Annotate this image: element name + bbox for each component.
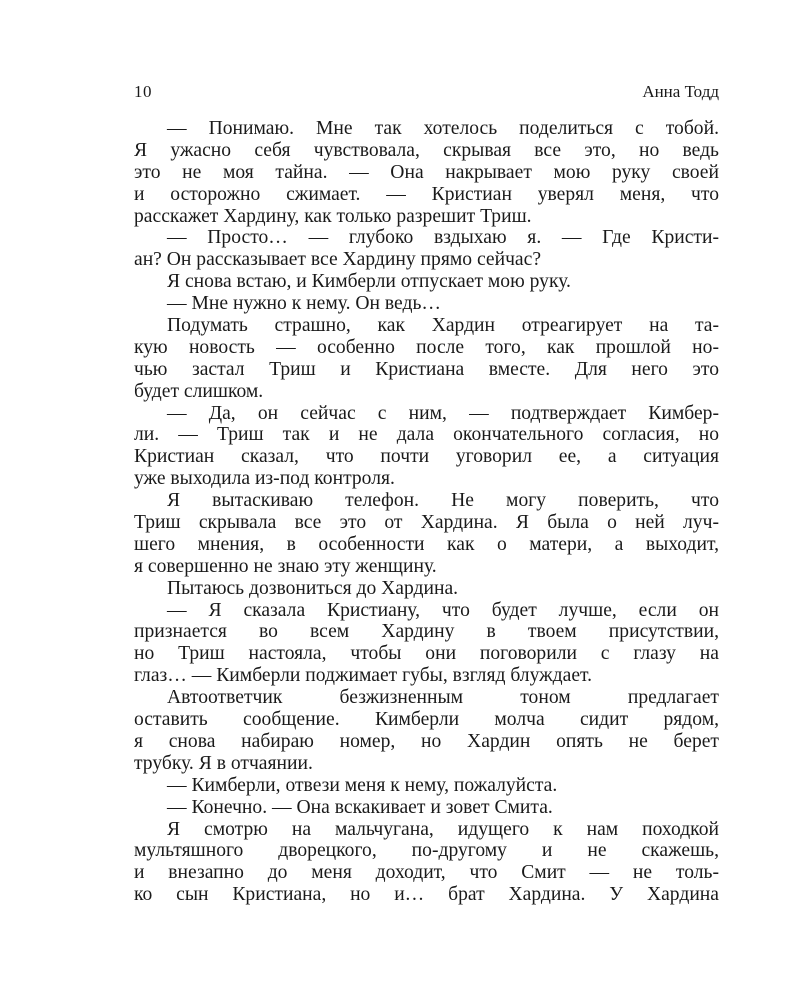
text-line: и осторожно сжимает. — Кристиан уверял меня, что [134,183,719,205]
page-number: 10 [134,82,152,101]
text-line: уже выходила из-под контроля. [134,468,395,490]
text-line: Я ужасно себя чувствовала, скрывая все это, но ведь [134,139,719,161]
text-line: Я вытаскиваю телефон. Не могу поверить, что [167,490,719,512]
text-line: Пытаюсь дозвониться до Хардина. [167,577,459,599]
running-head-author: Анна Тодд [642,82,719,101]
text-line: — Мне нужно к нему. Он ведь… [167,293,441,315]
text-line: — Понимаю. Мне так хотелось поделиться с тобой. [167,118,719,139]
text-line: Подумать страшно, как Хардин отреагирует на та- [167,315,719,337]
text-line: я совершенно не знаю эту женщину. [134,555,437,577]
text-line: — Конечно. — Она вскакивает и зовет Смита. [167,796,553,818]
text-line: Я снова встаю, и Кимберли отпускает мою руку. [167,271,571,293]
text-line: и внезапно до меня доходит, что Смит — не толь- [134,862,719,884]
text-line: Я смотрю на мальчугана, идущего к нам походкой [167,818,719,840]
text-line: Автоответчик безжизненным тоном предлагает [167,687,719,709]
text-line: ли. — Триш так и не дала окончательного согласия, но [134,424,719,446]
text-line: — Просто… — глубоко вздыхаю я. — Где Кристи- [167,227,719,249]
text-line: признается во всем Хардину в твоем присутствии, [134,621,719,643]
body-text [134,118,719,906]
text-line: ан? Он рассказывает все Хардину прямо сейчас? [134,249,542,271]
text-line: я снова набираю номер, но Хардин опять не берет [134,730,719,752]
text-line: ко сын Кристиана, но и… брат Хардина. У Хардина [134,884,719,906]
text-line: — Я сказала Кристиану, что будет лучше, если он [167,599,719,621]
text-line: будет слишком. [134,380,264,402]
text-line: Кристиан сказал, что почти уговорил ее, а ситуация [134,446,719,468]
text-line: — Кимберли, отвези меня к нему, пожалуйста. [167,774,558,796]
text-line: чью застал Триш и Кристиана вместе. Для него это [134,358,719,380]
text-line: кую новость — особенно после того, как прошлой но- [134,336,719,358]
text-line: мультяшного дворецкого, по-другому и не скажешь, [134,840,719,862]
text-line: но Триш настояла, чтобы они поговорили с глазу на [134,643,719,665]
text-line: оставить сообщение. Кимберли молча сидит рядом, [134,709,719,731]
text-line: трубку. Я в отчаянии. [134,752,313,774]
text-line: шего мнения, в особенности как о матери, а выходит, [134,533,719,555]
text-line: глаз… — Кимберли поджимает губы, взгляд блуждает. [134,665,593,687]
text-line: это не моя тайна. — Она накрывает мою руку своей [134,161,719,183]
text-line: Триш скрывала все это от Хардина. Я была о ней луч- [134,512,719,534]
text-line: расскажет Хардину, как только разрешит Триш. [134,205,532,227]
text-line: — Да, он сейчас с ним, — подтверждает Кимбер- [167,402,719,424]
